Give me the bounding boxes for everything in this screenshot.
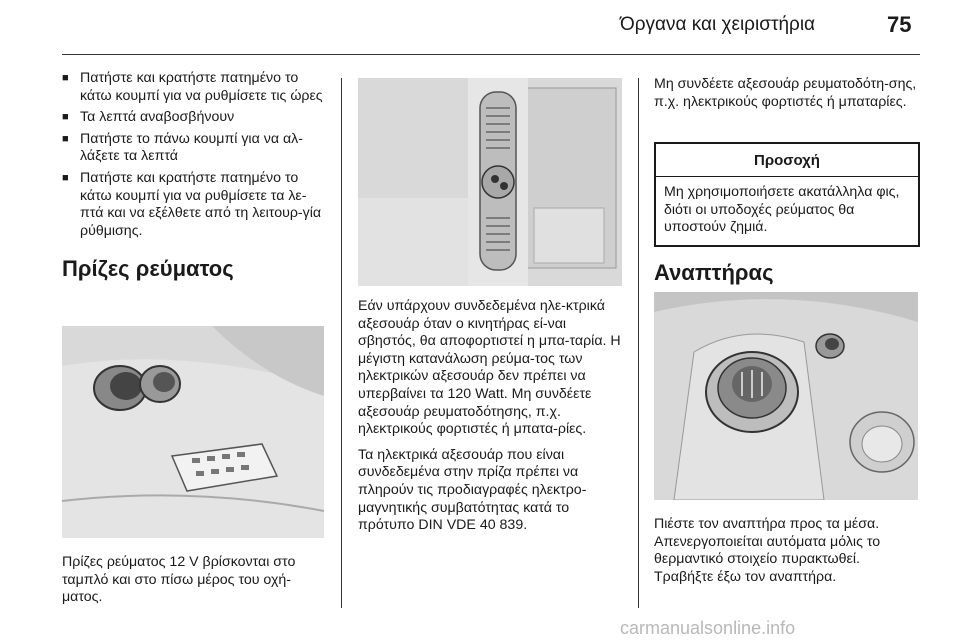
caution-text: Μη χρησιμοποιήσετε ακατάλληλα φις, διότι οι υποδοχές ρεύματος θα υποστούν ζημιά. — [664, 184, 900, 236]
column-1 — [62, 70, 324, 282]
column-divider-1 — [341, 78, 342, 608]
watermark: carmanualsonline.info — [620, 618, 796, 638]
paragraph: Εάν υπάρχουν συνδεδεμένα ηλε-κτρικά αξεσουάρ όταν ο κινητήρας εί-ναι σβηστός, θα αποφορτιστεί η μπα-ταρία. Η μέγιστη κατανάλωση ρεύμα-τος των ηλεκτρικών αξεσουάρ δεν πρέπει να υπερβαίνει τα 120 Watt. Μη συνδέετε αξεσουάρ ρευματοδότησης, π.χ. ηλεκτρικούς φορτιστές ή μπατα-ρίες. — [358, 298, 621, 438]
page-number: 75 — [887, 12, 912, 37]
power-outlet-figure — [62, 326, 324, 538]
rear-outlet-figure — [358, 78, 622, 286]
list-item: ■ Τα λεπτά αναβοσβήνουν — [62, 109, 324, 127]
list-item: ■ Πατήστε και κρατήστε πατημένο το κάτω κουμπί για να ρυθμίσετε τις ώρες — [62, 70, 324, 105]
caution-title: Προσοχή — [656, 144, 918, 177]
section-heading-power-outlets: Πρίζες ρεύματος — [62, 256, 234, 282]
bullet-list — [62, 70, 324, 240]
header-rule — [62, 54, 920, 55]
column-divider-2 — [638, 78, 639, 608]
cigarette-lighter-figure — [654, 292, 918, 500]
caution-box — [654, 142, 920, 247]
figure-caption: Πρίζες ρεύματος 12 V βρίσκονται στο ταμπλό και στο πίσω μέρος του οχή-ματος. — [62, 554, 296, 606]
list-item: ■ Πατήστε το πάνω κουμπί για να αλ-λάξετε τα λεπτά — [62, 131, 324, 166]
column-3 — [654, 76, 922, 119]
column-2 — [358, 298, 624, 543]
header-title: Όργανα και χειριστήρια — [620, 14, 816, 35]
paragraph: Τα ηλεκτρικά αξεσουάρ που είναι συνδεδεμένα στην πρίζα πρέπει να πληρούν τις προδιαγραφές ηλεκτρο-μαγνητικής συμβατότητας κατά το πρότυπο DIN VDE 40 839. — [358, 446, 587, 534]
list-item: ■ Πατήστε και κρατήστε πατημένο το κάτω κουμπί για να ρυθμίσετε τα λε-πτά και να εξέλθετε από τη λειτουρ-γία ρύθμισης. — [62, 170, 324, 240]
paragraph: Μη συνδέετε αξεσουάρ ρευματοδότη-σης, π.χ. ηλεκτρικούς φορτιστές ή μπαταρίες. — [654, 76, 917, 110]
paragraph: Πιέστε τον αναπτήρα προς τα μέσα. Απενεργοποιείται αυτόματα μόλις το θερμαντικό στοιχείο πυρακτωθεί. Τραβήξτε έξω τον αναπτήρα. — [654, 516, 881, 585]
section-heading-cigarette-lighter: Αναπτήρας — [654, 260, 774, 285]
